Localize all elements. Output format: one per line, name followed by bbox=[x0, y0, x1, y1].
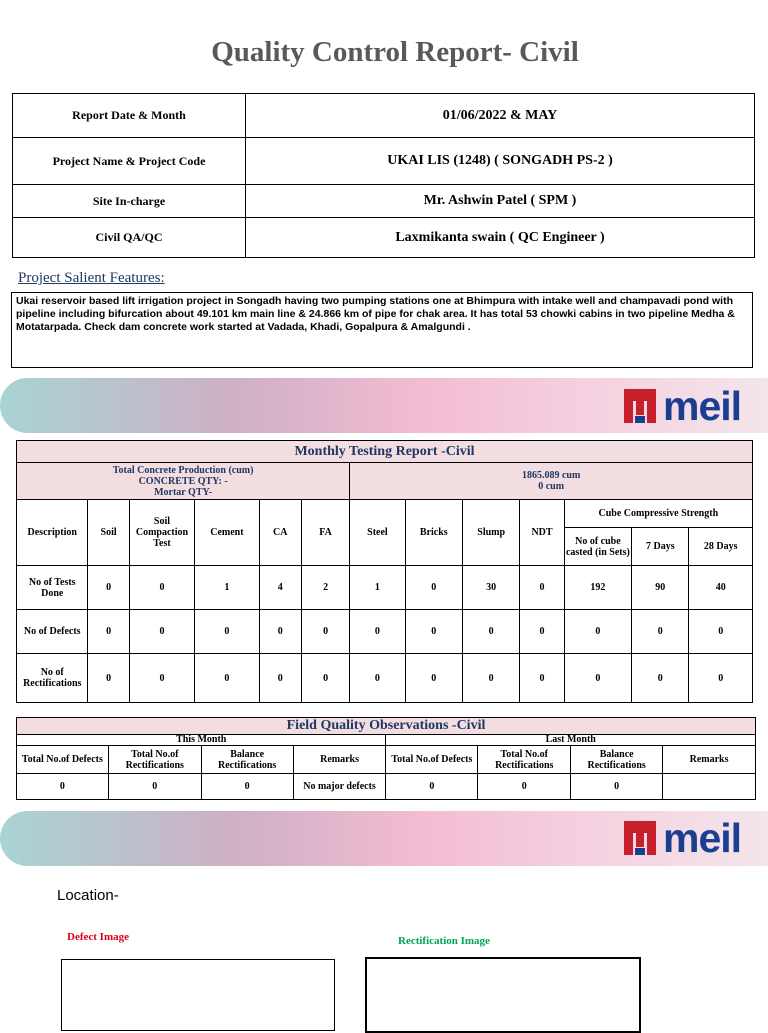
col-header: Total No.of Defects bbox=[386, 746, 478, 774]
col-header: Steel bbox=[350, 500, 405, 566]
last-month-header: Last Month bbox=[386, 735, 756, 746]
cell: 0 bbox=[350, 654, 405, 703]
monthly-title-row bbox=[17, 441, 753, 463]
cube-strength-header: Cube Compressive Strength bbox=[564, 500, 752, 528]
production-label-line: Mortar QTY- bbox=[154, 486, 213, 498]
col-header: CA bbox=[259, 500, 301, 566]
page-title: Quality Control Report- Civil bbox=[211, 36, 579, 68]
production-label-line: Total Concrete Production (cum) bbox=[112, 464, 254, 476]
monthly-title: Monthly Testing Report -Civil bbox=[17, 441, 753, 463]
cell: 0 bbox=[88, 610, 129, 654]
remarks-cell bbox=[663, 774, 756, 800]
col-header: 28 Days bbox=[689, 528, 753, 566]
cell: 0 bbox=[571, 774, 663, 800]
cell: 0 bbox=[350, 610, 405, 654]
table-row bbox=[17, 566, 753, 610]
table-row bbox=[17, 774, 756, 800]
col-header: Slump bbox=[462, 500, 519, 566]
field-title: Field Quality Observations -Civil bbox=[17, 718, 756, 735]
production-value-line: 0 cum bbox=[538, 481, 565, 492]
cell: 0 bbox=[405, 654, 462, 703]
field-header-row bbox=[17, 746, 756, 774]
field-quality-table bbox=[16, 717, 756, 800]
cell: 0 bbox=[301, 654, 349, 703]
col-header: Bricks bbox=[405, 500, 462, 566]
cell: 40 bbox=[689, 566, 753, 610]
cell: 4 bbox=[259, 566, 301, 610]
production-label bbox=[17, 463, 350, 500]
salient-features-text: Ukai reservoir based lift irrigation project in Songadh having two pumping stations one at Bhimpura with intake well and champavadi pond with pipeline including bifurcation about 49.101 km main line & 24.866 km of pipe for chak area. It has total 53 chowki cabins in two pipeline Medha & Motatarpada. Check dam concrete work started at Vadada, Khadi, Gopalpura & Amalgundi . bbox=[11, 292, 753, 368]
cell: 0 bbox=[632, 654, 689, 703]
cell: 0 bbox=[108, 774, 201, 800]
cell: 0 bbox=[405, 610, 462, 654]
table-row bbox=[17, 654, 753, 703]
info-value: Mr. Ashwin Patel ( SPM ) bbox=[246, 185, 755, 218]
cell: 0 bbox=[195, 654, 259, 703]
col-header: Total No.of Rectifications bbox=[108, 746, 201, 774]
cell: 0 bbox=[129, 610, 194, 654]
col-header: Remarks bbox=[293, 746, 386, 774]
salient-features-title: Project Salient Features: bbox=[18, 270, 165, 286]
cell: 0 bbox=[195, 610, 259, 654]
meil-logo-icon bbox=[624, 821, 656, 855]
info-label: Project Name & Project Code bbox=[13, 138, 246, 185]
cell: 90 bbox=[632, 566, 689, 610]
cell: 0 bbox=[301, 610, 349, 654]
location-label: Location- bbox=[57, 887, 119, 904]
col-header: Total No.of Defects bbox=[17, 746, 109, 774]
cell: 2 bbox=[301, 566, 349, 610]
production-value-line: 1865.089 cum bbox=[521, 470, 581, 481]
info-label: Report Date & Month bbox=[13, 94, 246, 138]
cell: 0 bbox=[201, 774, 293, 800]
col-header: Total No.of Rectifications bbox=[478, 746, 571, 774]
meil-logo-icon bbox=[624, 389, 656, 423]
cell: 0 bbox=[689, 654, 753, 703]
col-header: NDT bbox=[520, 500, 564, 566]
cell: 0 bbox=[520, 610, 564, 654]
cell: 0 bbox=[129, 654, 194, 703]
remarks-cell: No major defects bbox=[293, 774, 386, 800]
logo-text: meil bbox=[663, 815, 742, 861]
cell: 0 bbox=[386, 774, 478, 800]
cell: 30 bbox=[462, 566, 519, 610]
row-label: No of Rectifications bbox=[17, 654, 88, 703]
cell: 0 bbox=[478, 774, 571, 800]
field-period-row bbox=[17, 735, 756, 746]
cell: 0 bbox=[462, 654, 519, 703]
info-row-date bbox=[13, 94, 755, 138]
rectification-image-box bbox=[365, 957, 641, 1033]
cell: 0 bbox=[689, 610, 753, 654]
this-month-header: This Month bbox=[17, 735, 386, 746]
col-header: Balance Rectifications bbox=[201, 746, 293, 774]
monthly-testing-table bbox=[16, 440, 753, 703]
row-label: No of Defects bbox=[17, 610, 88, 654]
col-header: Soil Compaction Test bbox=[129, 500, 194, 566]
logo-text: meil bbox=[663, 383, 742, 429]
info-value: UKAI LIS (1248) ( SONGADH PS-2 ) bbox=[246, 138, 755, 185]
col-header: Soil bbox=[88, 500, 129, 566]
info-label: Civil QA/QC bbox=[13, 218, 246, 258]
col-header: Description bbox=[17, 500, 88, 566]
info-value: 01/06/2022 & MAY bbox=[246, 94, 755, 138]
cell: 0 bbox=[88, 566, 129, 610]
production-row bbox=[17, 463, 753, 500]
row-label: No of Tests Done bbox=[17, 566, 88, 610]
cell: 0 bbox=[520, 566, 564, 610]
cell: 0 bbox=[520, 654, 564, 703]
cell: 0 bbox=[564, 654, 631, 703]
cell: 0 bbox=[88, 654, 129, 703]
col-header: FA bbox=[301, 500, 349, 566]
report-info-table bbox=[12, 93, 755, 258]
defect-image-label: Defect Image bbox=[67, 931, 129, 943]
info-row-qaqc bbox=[13, 218, 755, 258]
col-header: No of cube casted (in Sets) bbox=[564, 528, 631, 566]
cell: 0 bbox=[259, 654, 301, 703]
production-label-line: CONCRETE QTY: - bbox=[138, 475, 228, 487]
col-header: Cement bbox=[195, 500, 259, 566]
cell: 1 bbox=[195, 566, 259, 610]
cell: 192 bbox=[564, 566, 631, 610]
cell: 0 bbox=[632, 610, 689, 654]
info-row-site-incharge bbox=[13, 185, 755, 218]
cell: 0 bbox=[462, 610, 519, 654]
col-header: Balance Rectifications bbox=[571, 746, 663, 774]
cell: 0 bbox=[564, 610, 631, 654]
col-header: Remarks bbox=[663, 746, 756, 774]
production-value bbox=[350, 463, 753, 500]
cell: 0 bbox=[17, 774, 109, 800]
defect-image-box bbox=[61, 959, 335, 1031]
cell: 0 bbox=[259, 610, 301, 654]
field-title-row bbox=[17, 718, 756, 735]
header-row-1 bbox=[17, 500, 753, 528]
cell: 1 bbox=[350, 566, 405, 610]
cell: 0 bbox=[129, 566, 194, 610]
cell: 0 bbox=[405, 566, 462, 610]
meil-logo bbox=[624, 384, 741, 428]
table-row bbox=[17, 610, 753, 654]
rectification-image-label: Rectification Image bbox=[398, 935, 490, 947]
info-value: Laxmikanta swain ( QC Engineer ) bbox=[246, 218, 755, 258]
col-header: 7 Days bbox=[632, 528, 689, 566]
meil-logo bbox=[624, 816, 741, 860]
info-label: Site In-charge bbox=[13, 185, 246, 218]
info-row-project bbox=[13, 138, 755, 185]
